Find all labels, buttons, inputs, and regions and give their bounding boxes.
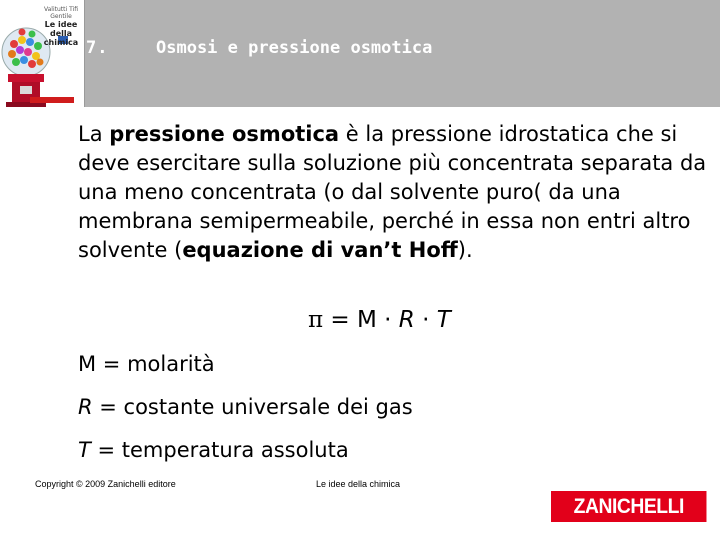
definition-gas-constant xyxy=(78,393,413,421)
header-bar xyxy=(0,0,720,107)
book-cover-badge xyxy=(30,97,74,103)
footer-copyright: Copyright © 2009 Zanichelli editore xyxy=(35,479,176,489)
formula-equals-m: = M · xyxy=(323,307,399,333)
definition-text: = molarità xyxy=(96,352,215,376)
book-cover-title: Valitutti Tifi Gentile Le idee della chimica xyxy=(43,6,79,47)
book-cover-image xyxy=(0,0,85,107)
paragraph-middle: è la pressione idrostatica che si deve esercitare sulla soluzione più concentrata separata da una meno concentrata (o dal solvente puro( da una membrana semipermeabile, perché in essa non entri altro solvente ( xyxy=(78,122,707,262)
term-osmotic-pressure: pressione osmotica xyxy=(109,122,340,146)
formula-pi: π xyxy=(308,307,324,333)
paragraph-tail: ). xyxy=(457,238,473,262)
term-vant-hoff-equation: equazione di van’t Hoff xyxy=(182,238,458,262)
definition-text: = costante universale dei gas xyxy=(92,395,413,419)
formula-r: R xyxy=(398,307,415,333)
symbol-m: M xyxy=(78,352,97,376)
slide-number: 7. xyxy=(86,38,109,58)
zanichelli-logo: ZANICHELLI xyxy=(551,491,706,522)
paragraph-lead: La xyxy=(78,122,110,146)
definition-molarity xyxy=(78,350,215,378)
footer-book-title: Le idee della chimica xyxy=(316,479,401,489)
definition-text: = temperatura assoluta xyxy=(90,438,349,462)
formula-dot: · xyxy=(414,307,437,333)
definition-paragraph xyxy=(78,120,708,265)
symbol-t: T xyxy=(78,438,91,462)
symbol-r: R xyxy=(78,395,93,419)
vant-hoff-formula xyxy=(308,306,451,334)
definition-temperature xyxy=(78,436,349,464)
slide-title: Osmosi e pressione osmotica xyxy=(156,38,433,58)
formula-t: T xyxy=(436,307,451,333)
